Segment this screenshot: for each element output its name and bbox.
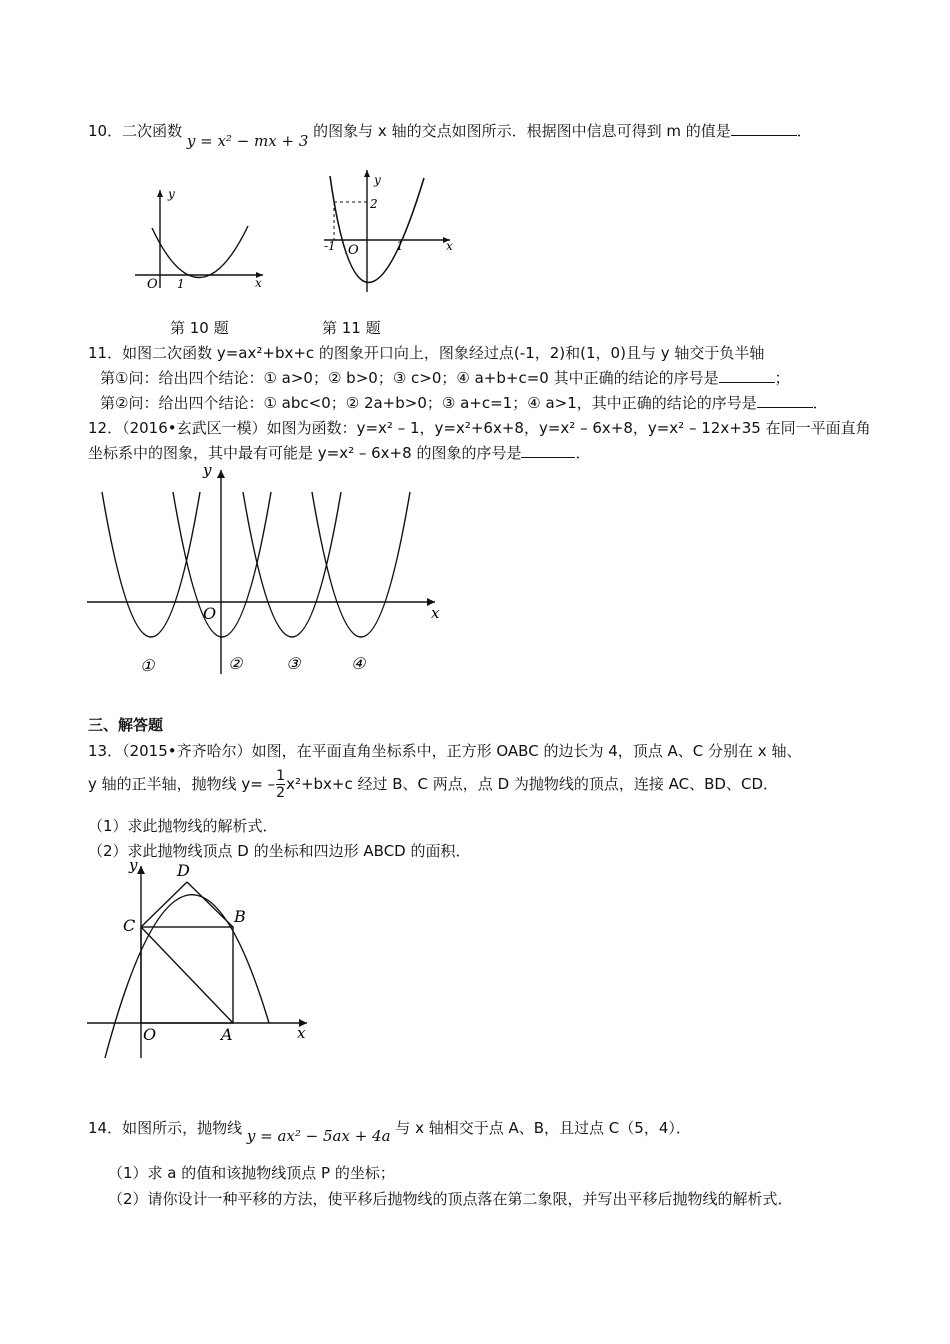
q10-y-label: y (168, 187, 175, 201)
q11-part1-end: ； (774, 369, 790, 387)
q13-line2-post: x²+bx+c 经过 B、C 两点，点 D 为抛物线的顶点，连接 AC、BD、CD． (286, 775, 778, 793)
q12-curve1-label: ① (140, 656, 155, 675)
q12-statement-2 (88, 442, 590, 464)
q12-origin-label: O (203, 604, 217, 623)
q10-statement (88, 120, 812, 150)
q11-part2-blank (757, 393, 813, 408)
section-title: 三、解答题 (88, 716, 164, 734)
q11-x-label: x (446, 239, 453, 253)
q13-line2-pre: y 轴的正半轴，抛物线 y= – (88, 775, 276, 793)
q10-origin-label: O (147, 277, 158, 292)
q14-formula: y = ax² − 5ax + 4a (246, 1127, 391, 1145)
q13-statement: 13．（2015•齐齐哈尔）如图，在平面直角坐标系中，正方形 OABC 的边长为 4，顶点 A、C 分别在 x 轴、 (88, 742, 802, 760)
q10-formula: y = x² − mx + 3 (186, 132, 309, 150)
q11-neg1-label: -1 (324, 239, 336, 253)
q11-part1-blank (719, 368, 775, 383)
q13-statement-2 (88, 768, 778, 801)
q10-figure (135, 188, 265, 293)
q13-point-a: A (221, 1025, 233, 1044)
q11-part2 (100, 392, 828, 414)
q11-statement: 11．如图二次函数 y=ax²+bx+c 的图象开口向上，图象经过点(-1，2)和(1，0)且与 y 轴交于负半轴 (88, 344, 765, 362)
q14-prefix: 14．如图所示，抛物线 (88, 1119, 243, 1137)
q11-part2-text: 第②问：给出四个结论：① abc<0；② 2a+b>0；③ a+c=1；④ a>1，其中正确的结论的序号是 (100, 394, 757, 412)
q11-part1 (100, 367, 790, 389)
q12-line2-text: 坐标系中的图象，其中最有可能是 y=x² – 6x+8 的图象的序号是 (88, 444, 522, 462)
q13-fraction-den: 2 (276, 785, 286, 801)
q11-part1-text: 第①问：给出四个结论：① a>0；② b>0；③ c>0；④ a+b+c=0 其中正确的结论的序号是 (100, 369, 719, 387)
q14-statement (88, 1117, 691, 1145)
q12-curve2-label: ② (228, 654, 243, 673)
q12-curve3-label: ③ (286, 654, 301, 673)
q10-one-label: 1 (177, 277, 185, 291)
q14-part1: （1）求 a 的值和该抛物线顶点 P 的坐标； (108, 1164, 395, 1182)
q12-figure (85, 462, 445, 682)
q11-y-label: y (374, 173, 381, 187)
q13-fraction (276, 768, 285, 801)
q10-figure-caption: 第 10 题 (170, 319, 229, 337)
q11-figure (322, 168, 467, 293)
q13-y-label: y (129, 856, 138, 874)
q13-figure (85, 858, 315, 1063)
q14-suffix: 与 x 轴相交于点 A、B，且过点 C（5，4）． (395, 1119, 691, 1137)
q10-suffix: 的图象与 x 轴的交点如图所示．根据图中信息可得到 m 的值是 (313, 122, 731, 140)
q11-one-label: 1 (396, 239, 404, 253)
q11-two-label: 2 (370, 197, 378, 211)
q13-point-d: D (177, 861, 190, 880)
q12-y-label: y (203, 461, 212, 479)
q13-part2: （2）求此抛物线顶点 D 的坐标和四边形 ABCD 的面积． (88, 842, 471, 860)
q10-x-label: x (255, 276, 262, 290)
q13-point-c: C (123, 916, 136, 935)
q13-fraction-num: 1 (276, 768, 286, 784)
q12-line2-end: ． (575, 444, 591, 462)
q12-statement: 12．（2016•玄武区一模）如图为函数：y=x² – 1，y=x²+6x+8，y=x² – 6x+8，y=x² – 12x+35 在同一平面直角 (88, 419, 871, 437)
q13-point-b: B (234, 907, 246, 926)
q14-part2: （2）请你设计一种平移的方法，使平移后抛物线的顶点落在第二象限，并写出平移后抛物线的解析式． (108, 1190, 793, 1208)
q11-part2-end: ． (812, 394, 828, 412)
q10-prefix: 10．二次函数 (88, 122, 183, 140)
q10-end: ． (796, 122, 812, 140)
q11-origin-label: O (348, 243, 359, 258)
q13-x-label: x (297, 1024, 306, 1042)
q13-part1: （1）求此抛物线的解析式． (88, 817, 278, 835)
q12-answer-blank (521, 443, 575, 458)
q13-origin-label: O (143, 1025, 157, 1044)
q12-x-label: x (431, 604, 440, 622)
q10-answer-blank (731, 121, 797, 136)
q11-figure-caption: 第 11 题 (322, 319, 381, 337)
q12-curve4-label: ④ (351, 654, 366, 673)
